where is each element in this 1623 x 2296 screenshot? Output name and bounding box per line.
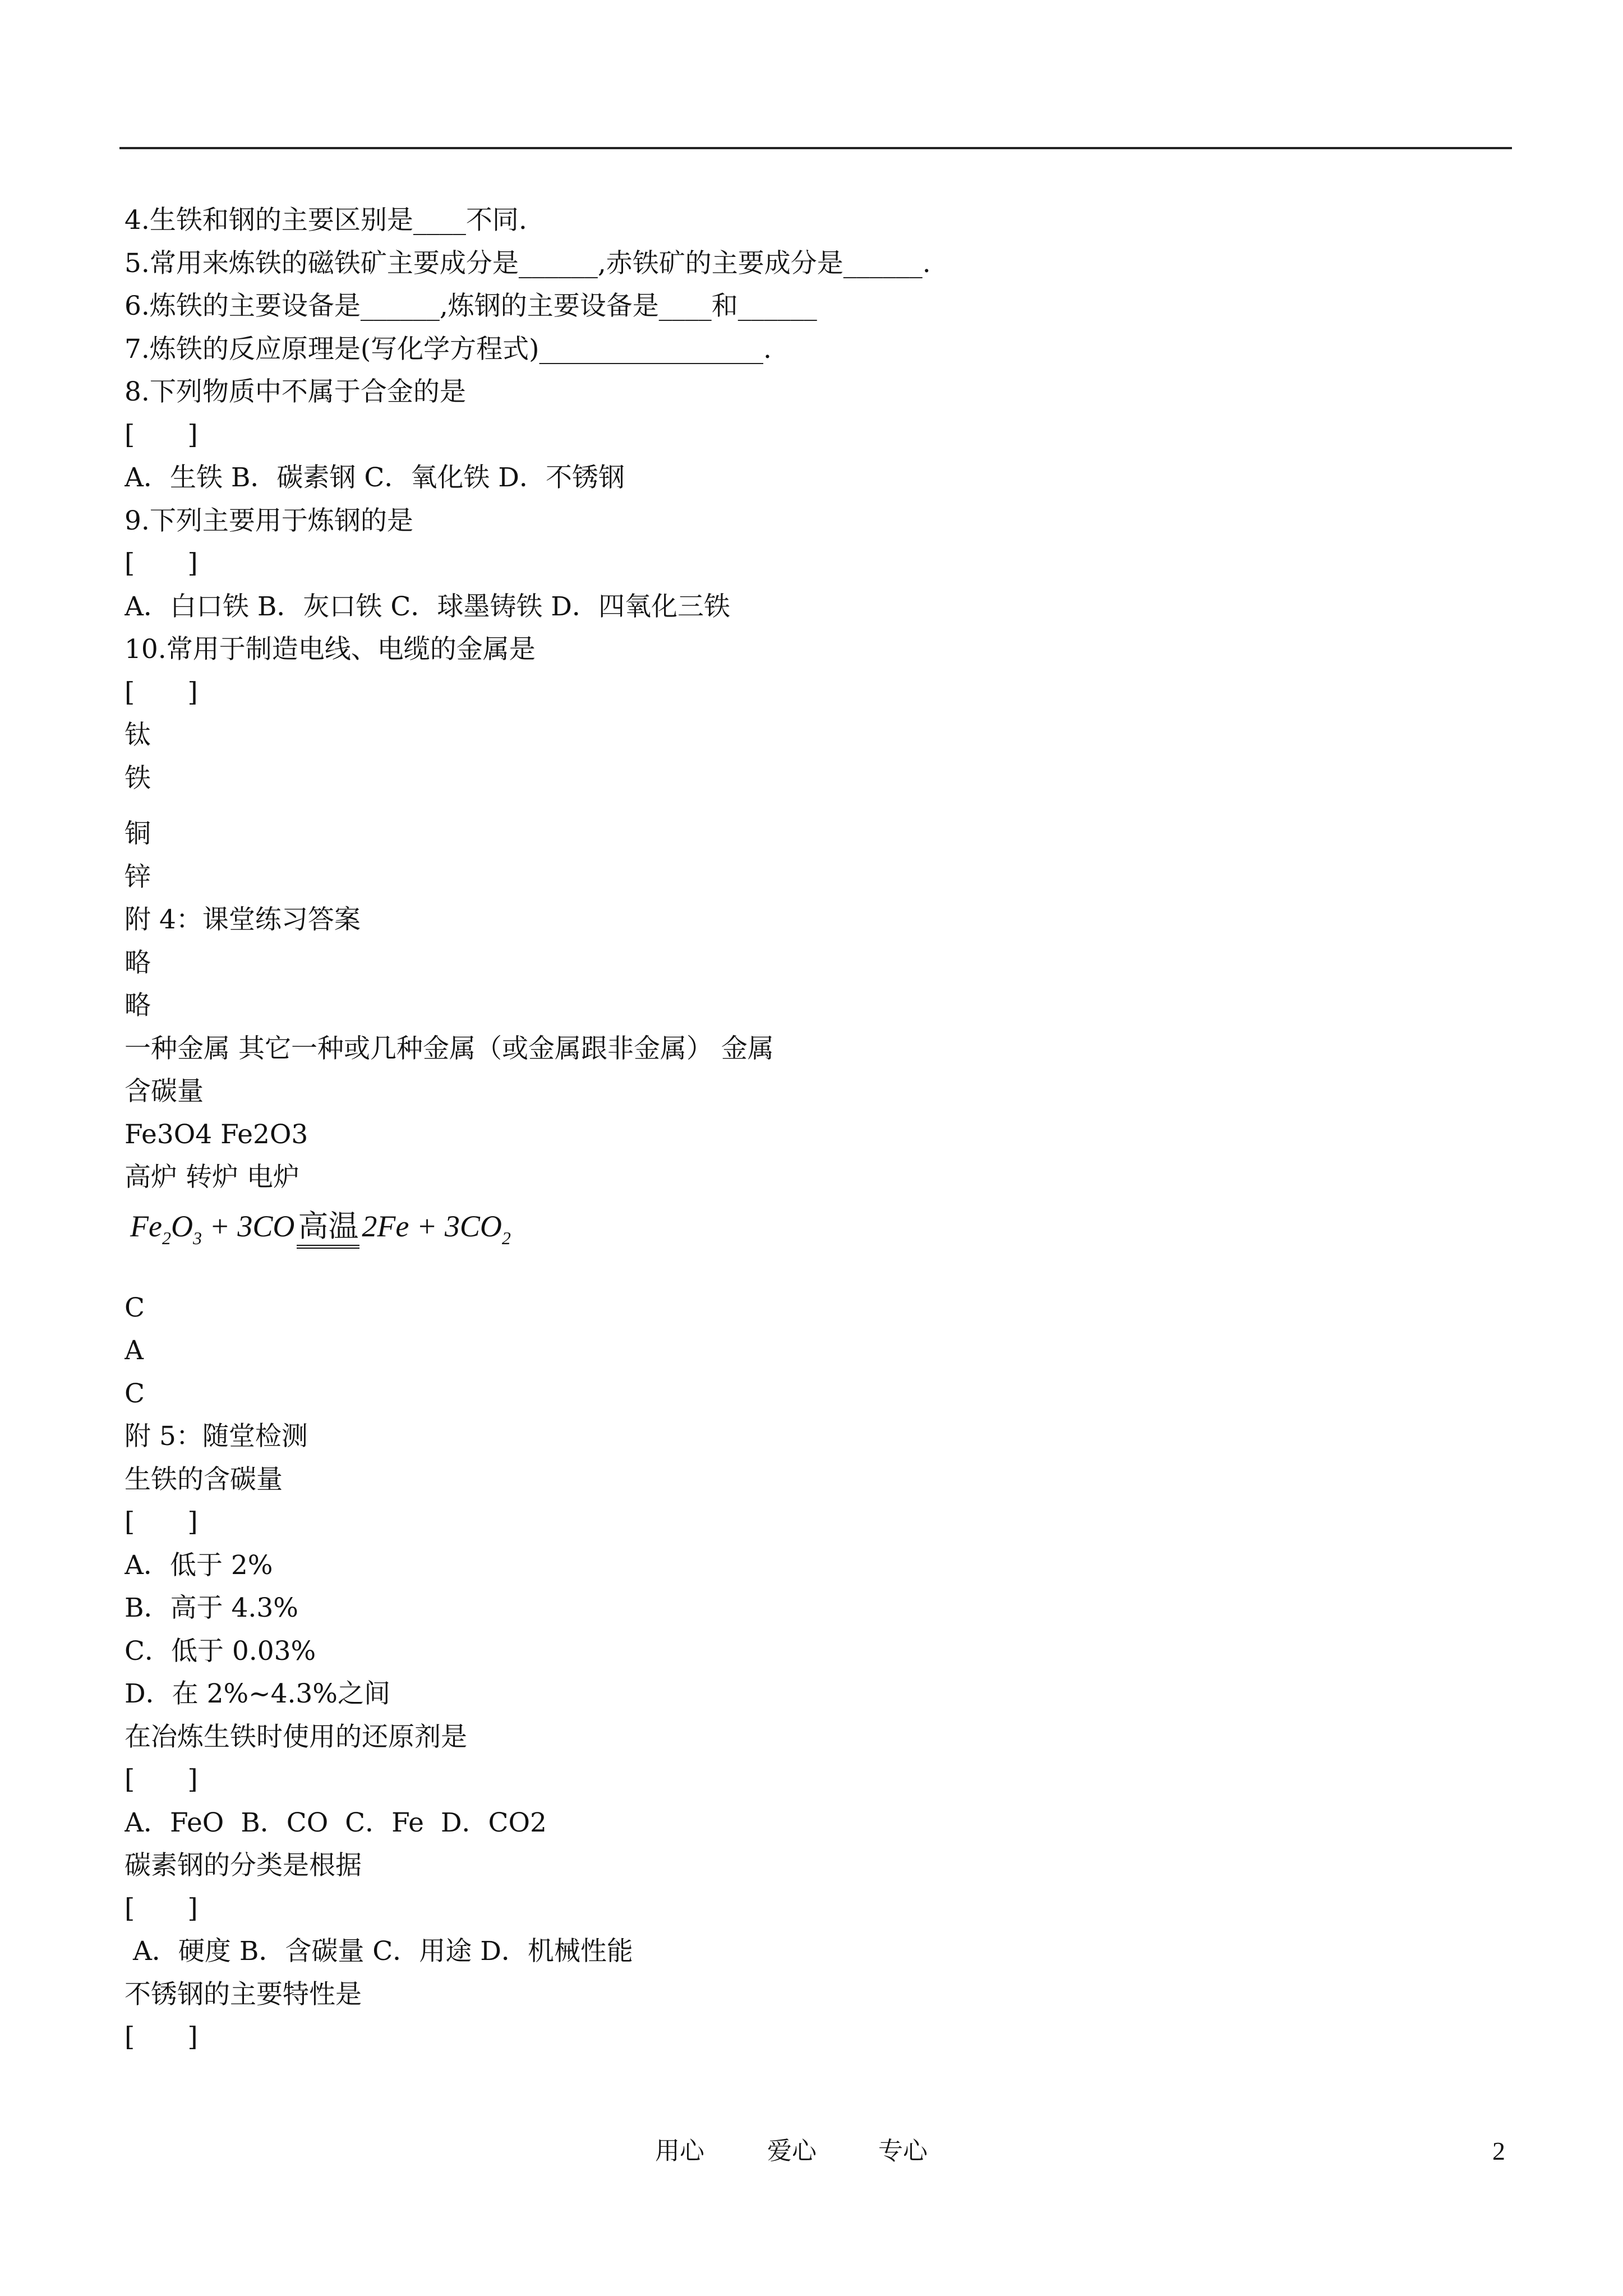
text-line: [ ] bbox=[125, 1764, 198, 1795]
text-line: 铁 bbox=[125, 762, 151, 794]
formula-condition: 高温 bbox=[297, 1208, 359, 1249]
lines-bottom bbox=[125, 1287, 1498, 2059]
footer-word-aixin: 爱心 bbox=[767, 2137, 817, 2165]
text-line: [ ] bbox=[125, 1507, 198, 1538]
text-line: A bbox=[125, 1335, 144, 1366]
text-line: 钛 bbox=[125, 720, 151, 751]
text-line: 生铁的含碳量 bbox=[125, 1464, 283, 1495]
text-line: A．低于 2% bbox=[125, 1549, 273, 1581]
footer-word-zhuanxin: 专心 bbox=[878, 2137, 928, 2165]
formula-plus-co: + 3CO bbox=[201, 1209, 295, 1243]
footer-word-yongxin: 用心 bbox=[655, 2137, 704, 2165]
text-line: A．硬度 B．含碳量 C．用途 D．机械性能 bbox=[125, 1936, 633, 1967]
reaction-equation bbox=[130, 1204, 511, 1249]
text-line: [ ] bbox=[125, 419, 198, 450]
text-line: 在冶炼生铁时使用的还原剂是 bbox=[125, 1721, 467, 1752]
text-line: A．白口铁 B．灰口铁 C．球墨铸铁 D．四氧化三铁 bbox=[125, 591, 730, 622]
text-line: 不锈钢的主要特性是 bbox=[125, 1978, 362, 2010]
text-line: C bbox=[125, 1378, 145, 1409]
text-line: 5.常用来炼铁的磁铁矿主要成分是______,赤铁矿的主要成分是______. bbox=[125, 247, 931, 279]
text-line: 略 bbox=[125, 947, 151, 978]
text-line: A．生铁 B．碳素钢 C．氧化铁 D．不锈钢 bbox=[125, 462, 625, 493]
text-line: 略 bbox=[125, 990, 151, 1021]
text-line: 含碳量 bbox=[125, 1076, 204, 1107]
text-line: Fe3O4 Fe2O3 bbox=[125, 1119, 308, 1150]
header-rule bbox=[119, 147, 1512, 149]
text-line: B．高于 4.3% bbox=[125, 1593, 298, 1623]
text-line: 6.炼铁的主要设备是______,炼钢的主要设备是____和______ bbox=[125, 291, 817, 321]
blank-gap bbox=[125, 800, 1498, 813]
text-line: D．在 2%~4.3%之间 bbox=[125, 1678, 390, 1709]
formula-o: O bbox=[170, 1209, 193, 1243]
text-line: C．低于 0.03% bbox=[125, 1635, 316, 1667]
text-line: 7.炼铁的反应原理是(写化学方程式)_________________. bbox=[125, 333, 772, 365]
text-line: 一种金属 其它一种或几种金属（或金属跟非金属） 金属 bbox=[125, 1033, 774, 1064]
text-line: 铜 bbox=[125, 818, 151, 849]
formula-products: 2Fe + 3CO bbox=[362, 1209, 502, 1243]
text-line: 9.下列主要用于炼钢的是 bbox=[125, 505, 413, 536]
formula-gap bbox=[125, 1253, 1498, 1287]
text-line: 附 4：课堂练习答案 bbox=[125, 904, 361, 935]
text-line: 4.生铁和钢的主要区别是____不同. bbox=[125, 205, 527, 236]
text-line: [ ] bbox=[125, 2022, 198, 2053]
formula-sub-co2: 2 bbox=[501, 1227, 511, 1248]
formula-fe: Fe bbox=[130, 1209, 162, 1243]
text-line: A．FeO B．CO C．Fe D．CO2 bbox=[125, 1807, 547, 1838]
formula-sub-3: 3 bbox=[192, 1227, 202, 1248]
reaction-equation-row bbox=[125, 1199, 1498, 1253]
text-line: 碳素钢的分类是根据 bbox=[125, 1850, 362, 1881]
formula-sub-2: 2 bbox=[162, 1227, 171, 1248]
lines-middle bbox=[125, 813, 1498, 1199]
text-line: 附 5：随堂检测 bbox=[125, 1421, 308, 1452]
text-line: 高炉 转炉 电炉 bbox=[125, 1162, 299, 1193]
text-line: C bbox=[125, 1292, 145, 1323]
text-line: 10.常用于制造电线、电缆的金属是 bbox=[125, 634, 536, 665]
page-footer bbox=[0, 2134, 1623, 2168]
text-line: [ ] bbox=[125, 548, 198, 579]
text-line: [ ] bbox=[125, 677, 198, 708]
text-line: 8.下列物质中不属于合金的是 bbox=[125, 376, 466, 407]
text-line: [ ] bbox=[125, 1893, 198, 1924]
document-body bbox=[125, 199, 1498, 2059]
page-number: 2 bbox=[1492, 2137, 1505, 2165]
text-line: 锌 bbox=[125, 861, 151, 892]
lines-top bbox=[125, 199, 1498, 800]
